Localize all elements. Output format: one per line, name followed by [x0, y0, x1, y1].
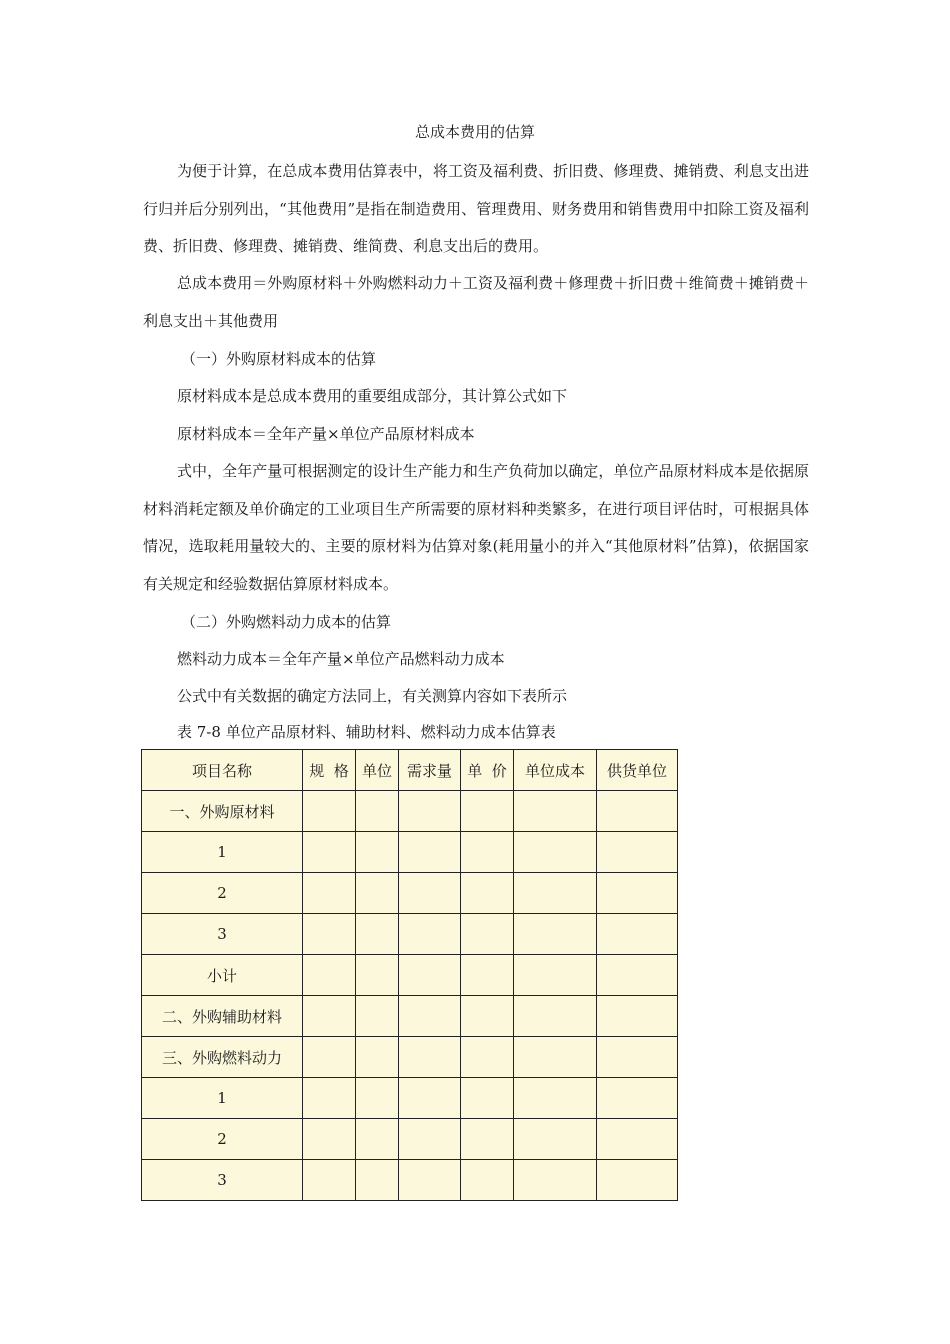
header-supplier: 供货单位 — [597, 750, 678, 791]
table-row — [142, 914, 678, 955]
table-row — [142, 1078, 678, 1119]
table-row — [142, 1160, 678, 1201]
formula-raw-material-cost: 原材料成本＝全年产量×单位产品原材料成本 — [177, 425, 475, 443]
row-label: 一、外购原材料 — [142, 791, 303, 832]
table-row — [142, 1037, 678, 1078]
row-label: 3 — [142, 914, 303, 955]
header-demand: 需求量 — [399, 750, 461, 791]
row-label: 二、外购辅助材料 — [142, 996, 303, 1037]
paragraph-intro: 为便于计算，在总成本费用估算表中，将工资及福利费、折旧费、修理费、摊销费、利息支出进行归并后分别列出，“其他费用”是指在制造费用、管理费用、财务费用和销售费用中扣除工资及福利费、折旧费、修理费、摊销费、维简费、利息支出后的费用。 — [143, 162, 809, 255]
table-row — [142, 791, 678, 832]
table-row — [142, 832, 678, 873]
table-row — [142, 955, 678, 996]
cost-estimate-table — [141, 749, 678, 1201]
table-row — [142, 996, 678, 1037]
section-heading-fuel-power: （二）外购燃料动力成本的估算 — [181, 613, 392, 631]
section-heading-raw-materials: （一）外购原材料成本的估算 — [181, 350, 377, 368]
header-unit-cost: 单位成本 — [514, 750, 597, 791]
row-label: 2 — [142, 873, 303, 914]
table-row — [142, 1119, 678, 1160]
table-caption: 表 7-8 单位产品原材料、辅助材料、燃料动力成本估算表 — [177, 723, 556, 741]
paragraph-formula-total: 总成本费用＝外购原材料＋外购燃料动力＋工资及福利费＋修理费＋折旧费＋维简费＋摊销费＋利息支出＋其他费用 — [143, 274, 809, 330]
paragraph-raw-material-intro: 原材料成本是总成本费用的重要组成部分，其计算公式如下 — [177, 387, 568, 405]
row-label: 1 — [142, 832, 303, 873]
header-spec: 规 格 — [303, 750, 356, 791]
paragraph-table-intro: 公式中有关数据的确定方法同上，有关测算内容如下表所示 — [177, 687, 568, 705]
row-label: 3 — [142, 1160, 303, 1201]
row-label: 1 — [142, 1078, 303, 1119]
formula-fuel-power-cost: 燃料动力成本＝全年产量×单位产品燃料动力成本 — [177, 650, 505, 668]
row-label: 小计 — [142, 955, 303, 996]
row-label: 三、外购燃料动力 — [142, 1037, 303, 1078]
header-unit-price: 单 价 — [461, 750, 514, 791]
table-header-row — [142, 750, 678, 791]
header-unit: 单位 — [356, 750, 399, 791]
row-label: 2 — [142, 1119, 303, 1160]
table-row — [142, 873, 678, 914]
page-title: 总成本费用的估算 — [414, 123, 535, 141]
header-item-name: 项目名称 — [142, 750, 303, 791]
paragraph-raw-material-explanation: 式中，全年产量可根据测定的设计生产能力和生产负荷加以确定，单位产品原材料成本是依据原材料消耗定额及单价确定的工业项目生产所需要的原材料种类繁多，在进行项目评估时，可根据具体情况，选取耗用量较大的、主要的原材料为估算对象(耗用量小的并入“其他原材料”估算)，依据国家有关规定和经验数据估算原材料成本。 — [143, 462, 809, 593]
